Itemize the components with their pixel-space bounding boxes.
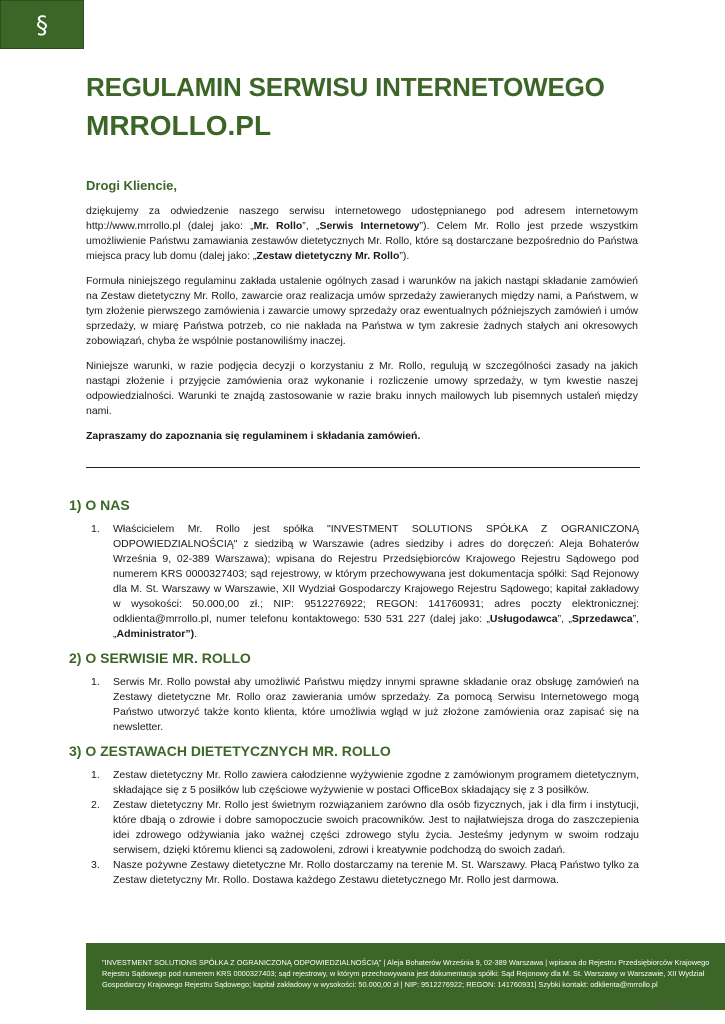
intro-paragraph-2: Formuła niniejszego regulaminu zakłada ustalenie ogólnych zasad i warunków na jakich nastąpi składanie zamówień na Zestaw dietetyczny Mr. Rollo, zawarcie oraz realizacja umów sprzedaży zawieranych między nami, a Państwem, w tym złożenie pierwszego zamówienia i zawarcie umowy sprzedaży oraz ewentualnych późniejszych zamówień i umów sprzedaży, w miarę Państwa potrzeb, co nie nakłada na Państwa w tym zakresie żadnych stałych ani okresowych zobowiązań, chyba że wspólnie postanowiliśmy inaczej. [86, 275, 638, 347]
text-run: ”). Celem Mr. Rollo jest przede wszystkim umożliwienie Państwu zamawiania zestawów dietetycznych Mr. Rollo, które są dostarczane bezpośrednio do Państwa miejsca pracy lub domu (dalej jako: „ [86, 220, 638, 262]
list-item [69, 522, 639, 642]
bold-term: Mr. Rollo [253, 220, 303, 232]
intro-paragraph-3: Niniejsze warunki, w razie podjęcia decyzji o korzystaniu z Mr. Rollo, regulują w szczególności zasady na jakich nastąpi złożenie i przyjęcie zamówienia oraz wykonanie i rozliczenie umowy sprzedaży, w tym kwestie naszej odpowiedzialności. Warunki te znajdą zastosowanie w razie braku innych mailowych lub pisemnych ustaleń między nami. [86, 360, 638, 417]
intro [86, 204, 638, 454]
list-number: 1. [91, 523, 100, 535]
section-list-service [69, 675, 639, 735]
intro-paragraph-1 [86, 204, 638, 264]
bold-term: Administrator”) [116, 628, 195, 640]
text-run: . [194, 628, 198, 640]
text-run: ”, „ [302, 220, 320, 232]
text-run: Zestaw dietetyczny Mr. Rollo zawiera całodzienne wyżywienie zgodne z zamówionym programem dietetycznym, składające się z 5 posiłków lub częściowe wyżywienie w postaci OfficeBox składający się z 3 posiłków. [113, 769, 639, 796]
greeting: Drogi Kliencie, [86, 178, 178, 193]
section-sign-icon: § [36, 10, 48, 39]
text-run: Nasze pożywne Zestawy dietetyczne Mr. Rollo dostarczamy na terenie M. St. Warszawy. Płacą Państwo tylko za Zestaw dietetyczny Mr. Rollo. Dostawa każdego Zestawu dietetycznego Mr. Rollo jest darmowa. [113, 859, 639, 886]
sections [69, 498, 639, 897]
text-run: dziękujemy za odwiedzenie naszego serwisu internetowego udostępnianego pod adresem internetowym http://www.mrrollo.pl (dalej jako: „ [86, 205, 638, 232]
list-item [69, 858, 639, 888]
text-run: ”). [399, 250, 410, 262]
footer-company-info: "INVESTMENT SOLUTIONS SPÓŁKA Z OGRANICZONĄ ODPOWIEDZIALNOŚCIĄ" | Aleja Bohaterów Września 9, 02-389 Warszawa | wpisana do Rejestru Przedsiębiorców Krajowego Rejestru Sądowego pod numerem KRS 0000327403; sąd rejestrowy, w którym przechowywana jest dokumentacja spółki: Sąd Rejonowy dla M. St. Warszawy w Warszawie, XII Wydział Gospodarczy Krajowego Rejestru Sądowego; kapitał zakładowy w wysokości: 50.000,00 zł | NIP: 9512276922; REGON: 141760931| Szybki kontakt: odklienta@mrrollo.pl [102, 958, 710, 989]
list-number: 3. [91, 859, 100, 871]
list-item [69, 675, 639, 735]
list-number: 2. [91, 799, 100, 811]
list-number: 1. [91, 676, 100, 688]
list-item [69, 768, 639, 798]
footer [86, 943, 725, 1010]
list-item [69, 798, 639, 858]
divider [86, 467, 640, 468]
document-title-line2: MRROLLO.PL [86, 110, 272, 141]
bold-term: Zestaw dietetyczny Mr. Rollo [256, 250, 400, 262]
text-run: ”, „ [557, 613, 572, 625]
section-heading-diet-sets: 3) O ZESTAWACH DIETETYCZNYCH MR. ROLLO [69, 743, 391, 759]
section-sign-logo [0, 0, 84, 49]
section-heading-service: 2) O SERWISIE MR. ROLLO [69, 650, 251, 666]
text-run: Serwis Mr. Rollo powstał aby umożliwić Państwu między innymi sprawne składanie oraz obsługę zamówień na Zestawy dietetyczne Mr. Rollo oraz zawierania umów sprzedaży. Za pomocą Serwisu Internetowego mogą Państwo utworzyć także konto klienta, które umożliwia wgląd w już złożone zamówienia oraz zapisać się na newsletter. [113, 676, 639, 733]
bold-term: Sprzedawca [571, 613, 633, 625]
section-list-about [69, 522, 639, 642]
text-run: Zestaw dietetyczny Mr. Rollo jest świetnym rozwiązaniem zarówno dla osób fizycznych, jak i dla firm i instytucji, które dbają o zdrowie i dobre samopoczucie swoich pracowników. Jest to najłatwiejsza droga do zaszczepienia idei zdrowego odżywiania jako ważnej części zdrowego stylu życia. Jesteśmy jedynym w swoim rodzaju serwisem, dzięki któremu klienci są zadowoleni, zdrowi i kreatywnie podchodzą do swoich zadań. [113, 799, 639, 856]
list-number: 1. [91, 769, 100, 781]
intro-invitation: Zapraszamy do zapoznania się regulaminem i składania zamówień. [86, 430, 421, 442]
bold-term: Usługodawca [489, 613, 558, 625]
section-list-diet-sets [69, 768, 639, 888]
text-run: ”, „ [113, 613, 640, 640]
bold-term: Serwis Internetowy [319, 220, 420, 232]
text-run: Właścicielem Mr. Rollo jest spółka "INVESTMENT SOLUTIONS SPÓŁKA Z OGRANICZONĄ ODPOWIEDZIALNOŚCIĄ" z siedzibą w Warszawie (adres siedziby i adres do doręczeń: Aleja Bohaterów Września 9, 02-389 Warszawa); wpisana do Rejestru Przedsiębiorców Krajowego Rejestru Sądowego pod numerem KRS 0000327403; sąd rejestrowy, w którym przechowywana jest dokumentacja spółki: Sąd Rejonowy dla M. St. Warszawy w Warszawie, XII Wydział Gospodarczy Krajowego Rejestru Sądowego; kapitał zakładowy w wysokości: 50.000,00 zł.; NIP: 9512276922; REGON: 141760931; adres poczty elektronicznej: odklienta@mrrollo.pl, numer telefonu kontaktowego: 530 531 227 (dalej jako: „ [113, 523, 639, 625]
document-title-line1: REGULAMIN SERWISU INTERNETOWEGO [86, 72, 605, 102]
section-heading-about: 1) O NAS [69, 497, 130, 513]
page-number: Strona 1 z 8 [658, 998, 699, 1007]
